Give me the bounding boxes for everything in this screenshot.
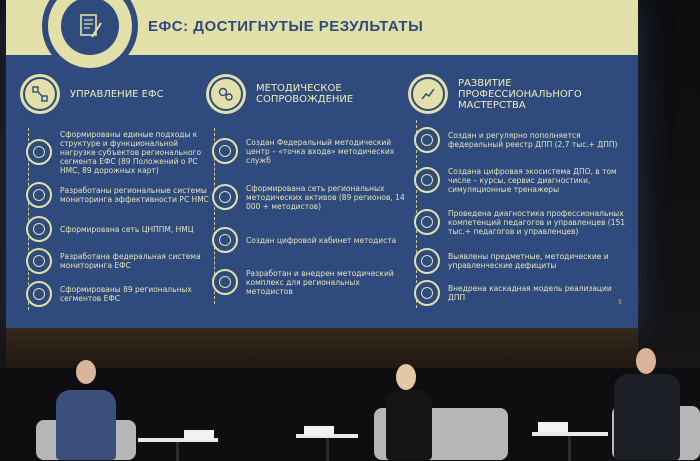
list-bullet-icon [212, 269, 238, 295]
list-item: Проведена диагностика профессиональных компетенций педагогов и управленцев (151 тыс.+ педагогов и управленцев) [419, 200, 628, 244]
table-leg [568, 436, 571, 461]
growth-icon [408, 74, 448, 114]
list-item: Разработаны региональные системы мониторинга эффективности РС НМС [31, 176, 210, 214]
list-bullet-icon [414, 209, 440, 235]
list-item: Сформированы единые подходы к структуре и функциональной нагрузке субъектов регионального сегмента ЕФС (89 Положений о РС НМС, 89 дорожных карт) [31, 128, 210, 176]
list-bullet-icon [26, 139, 52, 165]
title-badge [42, 0, 138, 74]
list-bullet-icon [26, 281, 52, 307]
column-professional [408, 72, 628, 308]
column-methodical [206, 72, 406, 304]
name-card [184, 430, 214, 440]
list-item: Создан цифровой кабинет методиста [217, 220, 406, 260]
list-bullet-icon [26, 182, 52, 208]
speaker-left [56, 390, 116, 460]
projection-screen [6, 0, 638, 328]
list-bullet-icon [414, 167, 440, 193]
list-bullet-icon [26, 216, 52, 242]
column-management [20, 72, 210, 310]
column-heading: УПРАВЛЕНИЕ ЕФС [70, 88, 164, 100]
network-icon [20, 74, 60, 114]
list-item: Разработана федеральная система мониторинга ЕФС [31, 244, 210, 278]
list-item: Сформирована сеть региональных методических активов (89 регионов, 14 000 + методистов) [217, 174, 406, 220]
list-item: Создана цифровая экосистема ДПО, в том числе – курсы, сервис диагностики, симуляционные тренажеры [419, 160, 628, 200]
table-leg [176, 442, 179, 461]
list-bullet-icon [26, 248, 52, 274]
list-bullet-icon [212, 184, 238, 210]
name-card [538, 422, 568, 432]
page-number: 5 [618, 299, 622, 306]
name-card [304, 426, 334, 436]
speaker-right-head [636, 348, 656, 374]
table-leg [326, 438, 329, 461]
list-bullet-icon [414, 127, 440, 153]
gears-icon [206, 74, 246, 114]
list-item: Сформированы 89 региональных сегментов ЕФС [31, 278, 210, 310]
list-bullet-icon [212, 227, 238, 253]
list-bullet-icon [414, 280, 440, 306]
list-item: Сформирована сеть ЦНППМ, НМЦ [31, 214, 210, 244]
column-heading: РАЗВИТИЕ ПРОФЕССИОНАЛЬНОГО МАСТЕРСТВА [458, 77, 582, 111]
stage-backdrop [6, 328, 638, 368]
list-item: Создан Федеральный методический центр – «точка входа» методических служб [217, 128, 406, 174]
slide-title: ЕФС: ДОСТИГНУТЫЕ РЕЗУЛЬТАТЫ [148, 18, 424, 35]
list-item: Внедрена каскадная модель реализации ДПП [419, 278, 628, 308]
speaker-center-head [396, 364, 416, 390]
document-pen-icon [75, 11, 105, 41]
list-bullet-icon [212, 138, 238, 164]
column-heading: МЕТОДИЧЕСКОЕ СОПРОВОЖДЕНИЕ [256, 83, 354, 105]
list-item: Разработан и внедрен методический комплекс для региональных методистов [217, 260, 406, 304]
stage [0, 368, 700, 461]
list-item: Выявлены предметные, методические и управленческие дефициты [419, 244, 628, 278]
speaker-left-head [76, 360, 96, 384]
list-item: Создан и регулярно пополняется федеральный реестр ДПП (2,7 тыс.+ ДПП) [419, 120, 628, 160]
speaker-center [386, 390, 432, 460]
list-bullet-icon [414, 248, 440, 274]
speaker-right [614, 374, 680, 460]
